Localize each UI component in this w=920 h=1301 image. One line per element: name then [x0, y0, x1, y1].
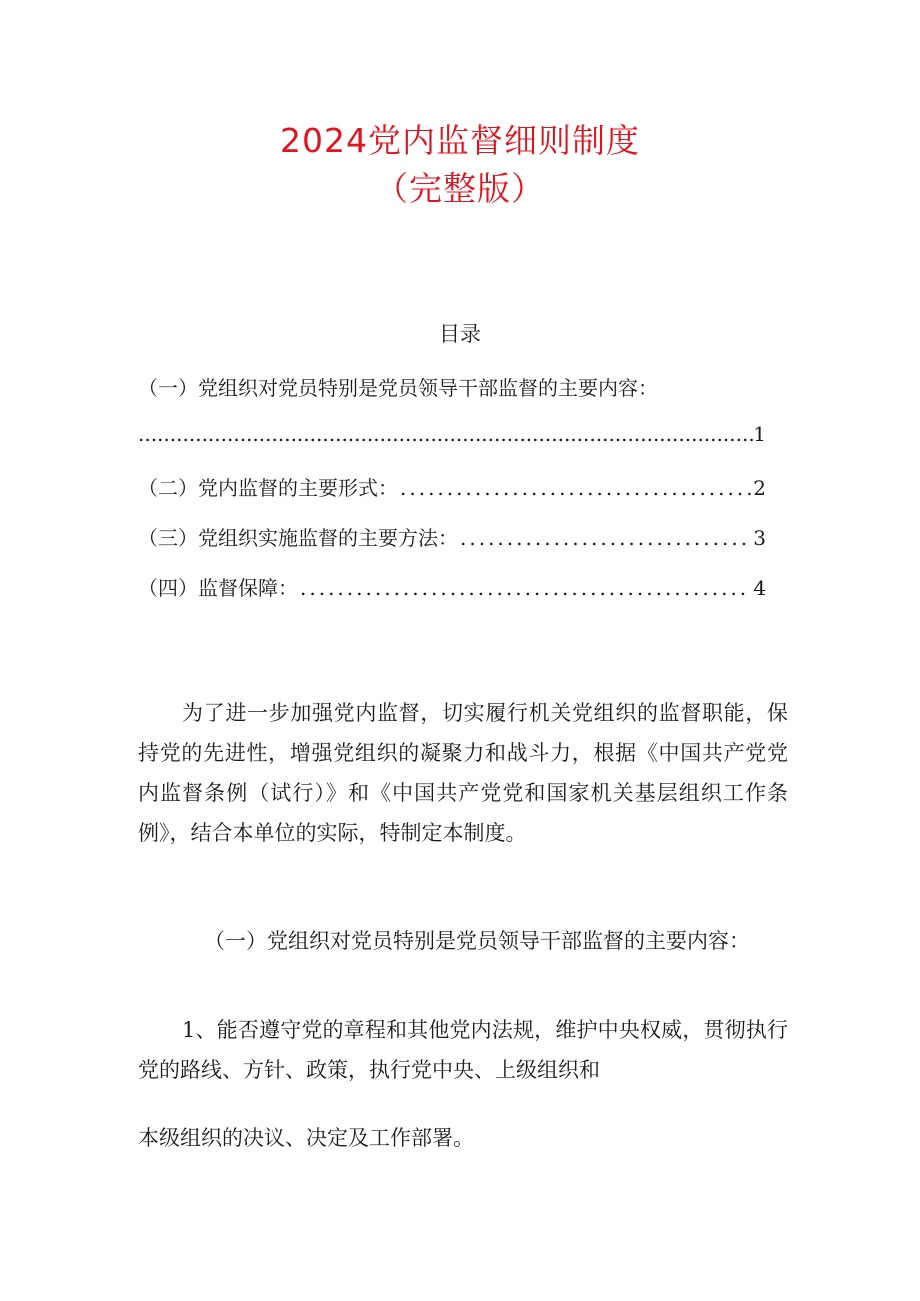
toc-entry-4-page: 4: [753, 576, 766, 600]
toc-entry-3[interactable]: [138, 522, 766, 551]
section-1-heading: （一）党组织对党员特别是党员领导干部监督的主要内容：: [204, 929, 750, 953]
toc-entry-2-label: （二）党内监督的主要形式：: [138, 476, 398, 500]
toc-leader-dots: [400, 476, 751, 500]
item-1-paragraph: 1、能否遵守党的章程和其他党内法规，维护中央权威，贯彻执行党的路线、方针、政策，执行党中央、上级组织和: [138, 1018, 788, 1082]
toc-leader-dots: [138, 422, 753, 446]
document-subtitle: （完整版）: [375, 169, 545, 208]
toc-entry-3-page: 3: [753, 526, 766, 550]
toc-entry-3-label: （三）党组织实施监督的主要方法：: [138, 526, 458, 550]
toc-heading: 目录: [439, 322, 481, 346]
toc-entry-1-label[interactable]: （一）党组织对党员特别是党员领导干部监督的主要内容：: [138, 376, 658, 400]
toc-entry-2-page: 2: [753, 476, 766, 500]
toc-entry-1-page: 1: [753, 422, 766, 446]
toc-leader-dots: [300, 576, 751, 600]
toc-leader-dots: [460, 526, 751, 550]
item-1-continuation: 本级组织的决议、决定及工作部署。: [138, 1126, 474, 1150]
toc-entry-4[interactable]: [138, 572, 766, 601]
toc-entry-1-leader[interactable]: [138, 422, 766, 446]
toc-entry-2[interactable]: [138, 472, 766, 501]
document-title: 2024党内监督细则制度: [280, 121, 640, 160]
toc-entry-4-label: （四）监督保障：: [138, 576, 298, 600]
intro-paragraph: 为了进一步加强党内监督，切实履行机关党组织的监督职能，保持党的先进性，增强党组织的凝聚力和战斗力，根据《中国共产党党内监督条例（试行）》和《中国共产党党和国家机关基层组织工作条例》，结合本单位的实际，特制定本制度。: [138, 701, 788, 845]
